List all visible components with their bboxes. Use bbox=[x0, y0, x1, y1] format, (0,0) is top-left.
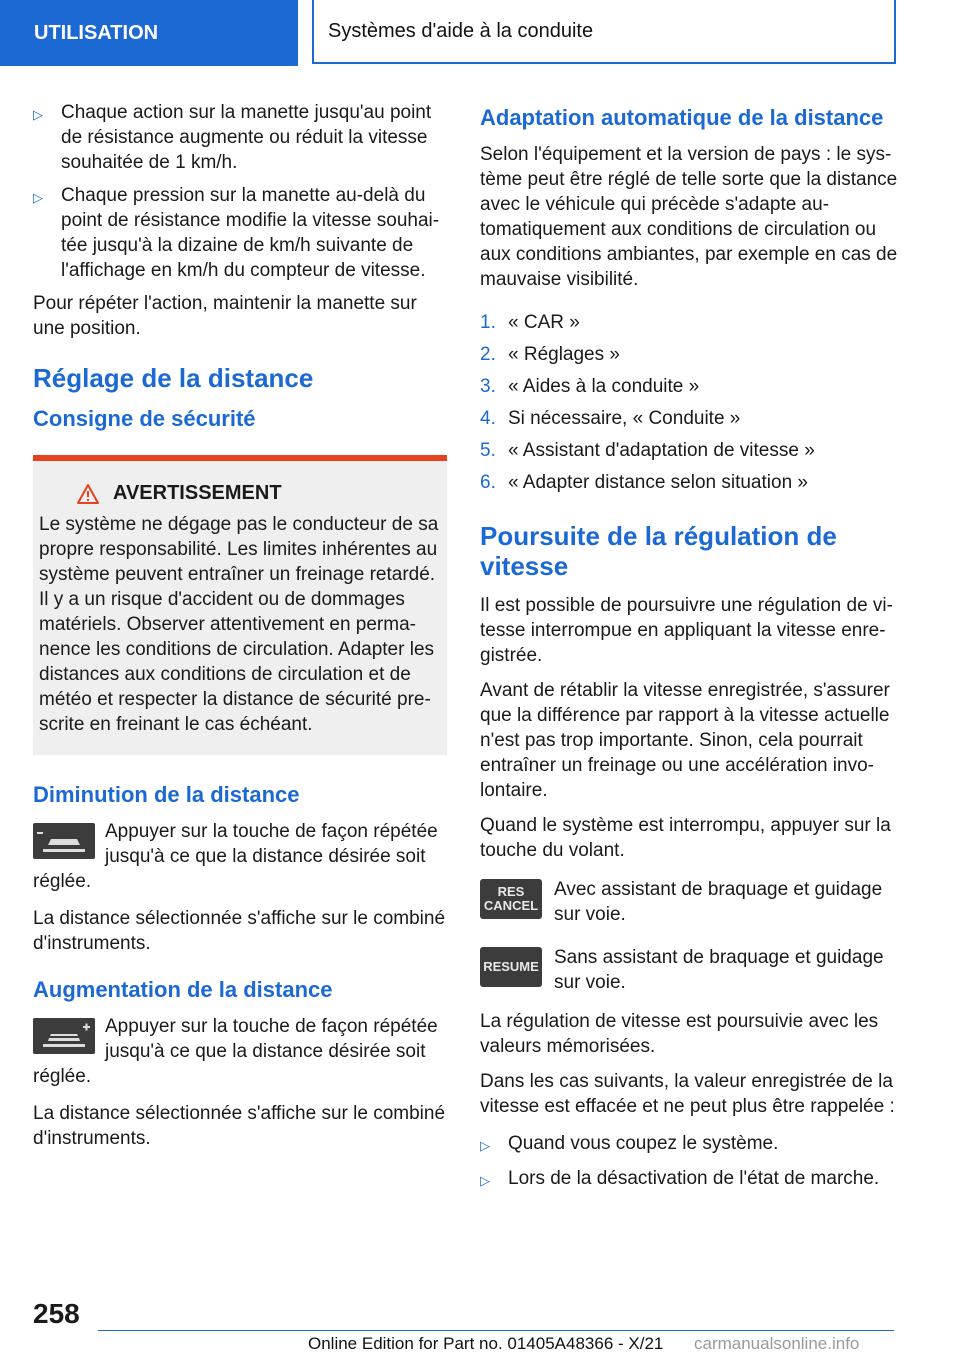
heading-increase: Augmentation de la distance bbox=[33, 977, 333, 1002]
list-item bbox=[33, 183, 447, 283]
resume-instruction bbox=[480, 945, 898, 995]
decrease-instruction bbox=[33, 819, 447, 894]
heading-resume: Poursuite de la régulation de vitesse bbox=[480, 521, 837, 581]
warning-title bbox=[39, 481, 439, 506]
warning-triangle-icon bbox=[77, 484, 99, 504]
res-cancel-instruction bbox=[480, 877, 898, 927]
res-cancel-text: Avec assistant de braquage et guidage sur voie. bbox=[554, 879, 883, 925]
list-item: 1. « CAR » bbox=[480, 312, 580, 333]
section-title: UTILISATION bbox=[0, 0, 298, 66]
increase-text: Appuyer sur la touche de façon répétée jusqu'à ce que la distance désirée soit réglée. bbox=[33, 1016, 438, 1087]
right-column bbox=[480, 100, 898, 1201]
list-item bbox=[480, 1166, 898, 1193]
paragraph: La distance sélectionnée s'affiche sur le combiné d'instruments. bbox=[33, 1103, 446, 1149]
warning-title-text: AVERTISSEMENT bbox=[113, 482, 282, 504]
list-item: 6. « Adapter distance selon situation » bbox=[480, 472, 808, 493]
list-item: 4. Si nécessaire, « Conduite » bbox=[480, 408, 741, 429]
footer-divider bbox=[98, 1330, 894, 1331]
list-item-text: Chaque action sur la manette jusqu'au point de résistance augmente ou réduit la vitesse souhaitée de 1 km/h. bbox=[61, 102, 432, 173]
paragraph: La distance sélectionnée s'affiche sur le combiné d'instruments. bbox=[33, 908, 446, 954]
increase-instruction bbox=[33, 1014, 447, 1089]
paragraph: La régulation de vitesse est poursuivie avec les valeurs mémorisées. bbox=[480, 1011, 879, 1057]
heading-decrease: Diminution de la distance bbox=[33, 782, 300, 807]
list-item bbox=[33, 100, 447, 175]
left-column bbox=[33, 100, 447, 1161]
list-item-text: Lors de la désactivation de l'état de marche. bbox=[508, 1168, 880, 1189]
distance-decrease-icon bbox=[33, 823, 95, 859]
heading-auto-distance: Adaptation automatique de la distance bbox=[480, 105, 884, 130]
list-item: 3. « Aides à la conduite » bbox=[480, 376, 700, 397]
chapter-title: Systèmes d'aide à la conduite bbox=[312, 0, 896, 64]
list-item bbox=[480, 1131, 898, 1158]
footer-edition: Online Edition for Part no. 01405A48366 - X/21 bbox=[308, 1334, 664, 1353]
heading-safety: Consigne de sécurité bbox=[33, 406, 256, 431]
triangle-bullet-icon: ▷ bbox=[33, 190, 43, 205]
list-item-text: Chaque pression sur la manette au-delà du point de résistance modifie la vitesse souhaitée jusqu'à la dizaine de km/h suivante de l'affichage en km/h du compteur de vitesse. bbox=[61, 185, 440, 281]
warning-text: Le système ne dégage pas le conducteur de sa propre responsabilité. Les limites inhérentes au système peuvent entraîner un freinage retardé. Il y a un risque d'accident ou de dommages matériels. Observer attentivement en permanence les conditions de circulation. Adapter les distances aux conditions de circulation et de météo et respecter la distance de sécurité prescrite en freinant le cas échéant. bbox=[39, 514, 439, 735]
warning-box bbox=[33, 455, 447, 755]
paragraph: Dans les cas suivants, la valeur enregistrée de la vitesse est effacée et ne peut plus être rappelée : bbox=[480, 1071, 895, 1117]
triangle-bullet-icon: ▷ bbox=[480, 1173, 490, 1188]
paragraph: Avant de rétablir la vitesse enregistrée, s'assurer que la différence par rapport à la vitesse actuelle n'est pas trop importante. Sinon, cela pourrait entraîner un freinage ou une accélération involontaire. bbox=[480, 680, 890, 801]
page-number: 258 bbox=[33, 1298, 80, 1329]
list-item-text: Quand vous coupez le système. bbox=[508, 1133, 779, 1154]
distance-increase-icon bbox=[33, 1018, 95, 1054]
decrease-text: Appuyer sur la touche de façon répétée jusqu'à ce que la distance désirée soit réglée. bbox=[33, 821, 438, 892]
heading-distance: Réglage de la distance bbox=[33, 363, 314, 393]
footer-watermark: carmanualsonline.info bbox=[694, 1334, 860, 1353]
paragraph: Quand le système est interrompu, appuyer sur la touche du volant. bbox=[480, 815, 891, 861]
paragraph: Selon l'équipement et la version de pays : le système peut être réglé de telle sorte que la distance avec le véhicule qui précède s'adapte automatiquement aux conditions de circulation ou aux conditions ambiantes, par exemple en cas de mauvaise visibilité. bbox=[480, 144, 898, 290]
paragraph: Il est possible de poursuivre une régulation de vitesse interrompue en appliquant la vitesse enregistrée. bbox=[480, 595, 893, 666]
page-header bbox=[0, 0, 960, 66]
triangle-bullet-icon: ▷ bbox=[33, 107, 43, 122]
res-cancel-key-icon: RES CANCEL bbox=[480, 879, 542, 919]
paragraph: Pour répéter l'action, maintenir la manette sur une position. bbox=[33, 293, 417, 339]
list-item: 5. « Assistant d'adaptation de vitesse » bbox=[480, 440, 815, 461]
list-item: 2. « Réglages » bbox=[480, 344, 620, 365]
triangle-bullet-icon: ▷ bbox=[480, 1138, 490, 1153]
resume-text: Sans assistant de braquage et guidage sur voie. bbox=[554, 947, 884, 993]
resume-key-icon: RESUME bbox=[480, 947, 542, 987]
